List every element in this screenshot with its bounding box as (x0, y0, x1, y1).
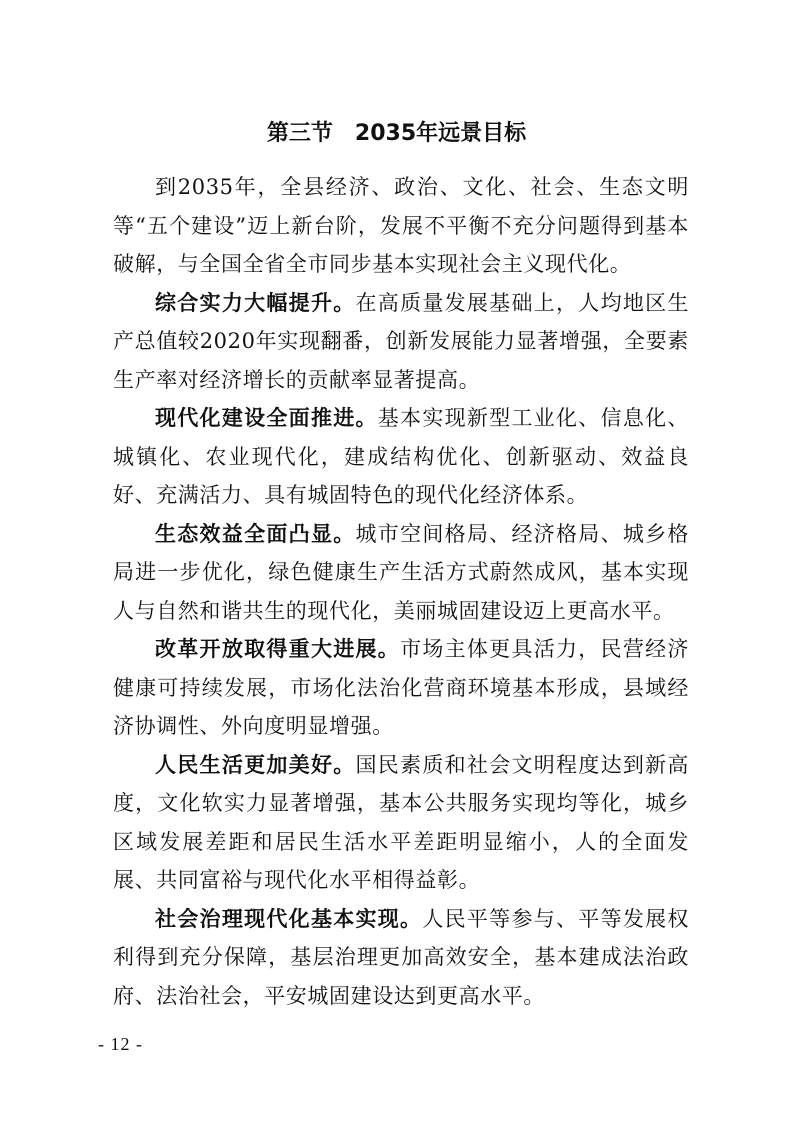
goal-text: 市场主体更具活力，民营经济健康可持续发展，市场化法治化营商环境基本形成，县域经济协调性、外向度明显增强。 (113, 637, 689, 738)
goal-paragraph-ecology (113, 515, 689, 631)
goal-lead: 现代化建设全面推进。 (155, 406, 378, 430)
section-title (0, 118, 793, 150)
intro-paragraph: 到2035年，全县经济、政治、文化、社会、生态文明等“五个建设”迈上新台阶，发展不平衡不充分问题得到基本破解，与全国全省全市同步基本实现社会主义现代化。 (113, 175, 689, 276)
goal-text: 城市空间格局、经济格局、城乡格局进一步优化，绿色健康生产生活方式蔚然成风，基本实现人与自然和谐共生的现代化，美丽城固建设迈上更高水平。 (113, 521, 690, 623)
goal-text: 国民素质和社会文明程度达到新高度，文化软实力显著增强，基本公共服务实现均等化，城乡区域发展差距和居民生活水平差距明显缩小，人的全面发展、共同富裕与现代化水平相得益彰。 (113, 752, 690, 892)
goal-paragraph-modernization (113, 399, 689, 515)
goal-lead: 生态效益全面凸显。 (155, 521, 356, 546)
goal-text: 人民平等参与、平等发展权利得到充分保障，基层治理更加高效安全，基本建成法治政府、法治社会，平安城固建设达到更高水平。 (113, 906, 690, 1008)
body-text (113, 168, 689, 1015)
section-title-text: 2035年远景目标 (354, 121, 527, 146)
goal-lead: 综合实力大幅提升。 (155, 290, 356, 315)
goal-text: 基本实现新型工业化、信息化、城镇化、农业现代化，建成结构优化、创新驱动、效益良好、充满活力、具有城固特色的现代化经济体系。 (113, 406, 689, 507)
goal-lead: 改革开放取得重大进展。 (155, 637, 401, 661)
goal-text: 在高质量发展基础上，人均地区生产总值较2020年实现翻番，创新发展能力显著增强，全要素生产率对经济增长的贡献率显著提高。 (113, 290, 690, 392)
goal-paragraph-reform (113, 630, 689, 746)
page-number: - 12 - (98, 1034, 143, 1054)
goal-lead: 人民生活更加美好。 (155, 752, 356, 777)
goal-paragraph-governance (113, 900, 689, 1016)
goal-paragraph-economic-strength (113, 284, 689, 400)
goal-lead: 社会治理现代化基本实现。 (155, 906, 423, 931)
goal-paragraph-livelihood (113, 746, 689, 900)
section-number: 第三节 (266, 121, 333, 146)
